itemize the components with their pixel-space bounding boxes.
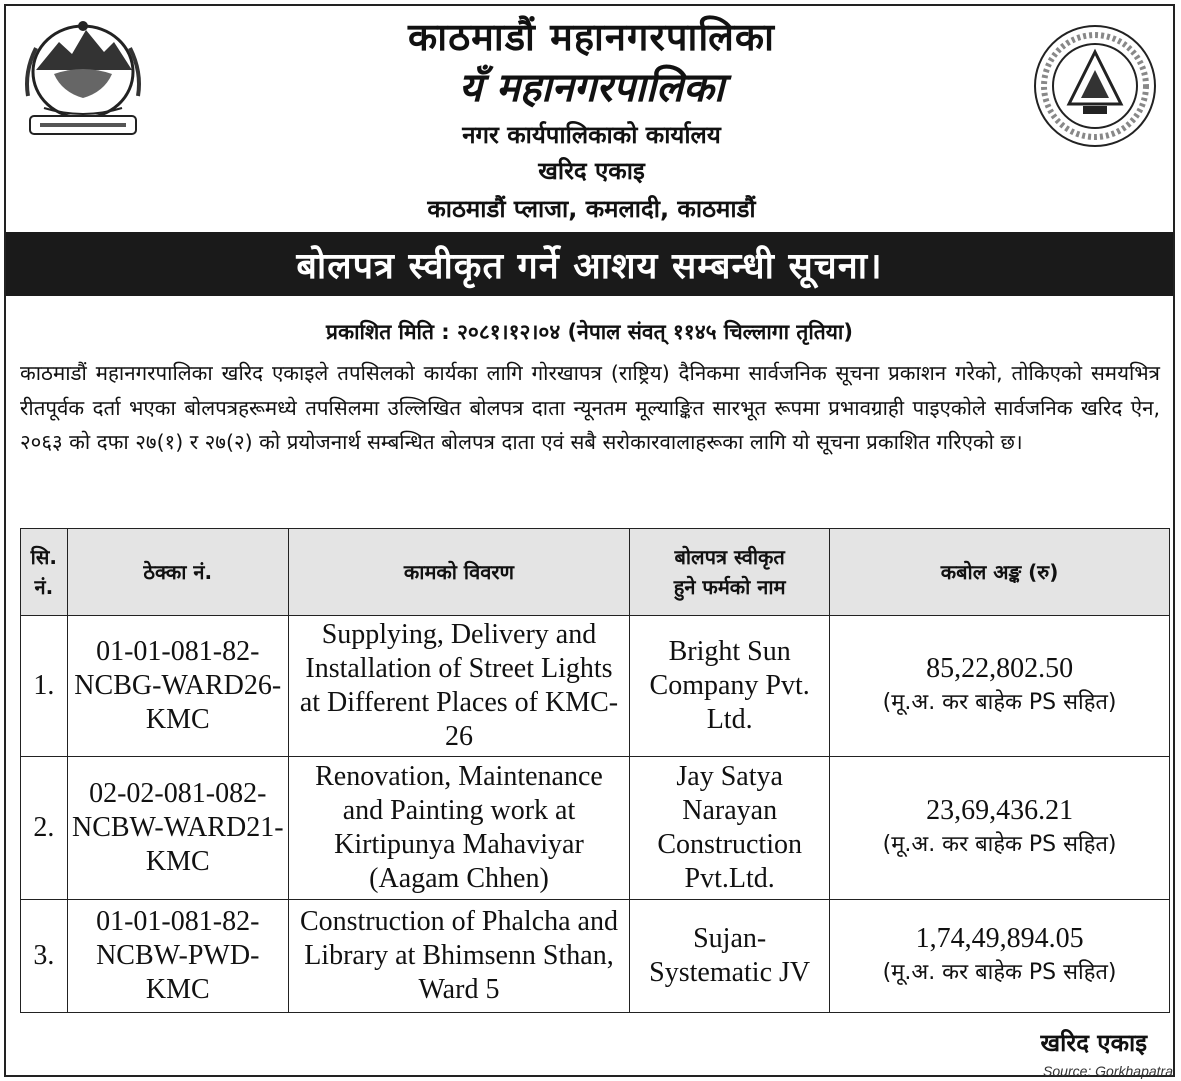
table-row	[21, 900, 1170, 1013]
cell-sn: 1.	[21, 616, 68, 757]
cell-amount	[830, 900, 1170, 1013]
notice-body: काठमाडौं महानगरपालिका खरिद एकाइले तपसिलको कार्यका लागि गोरखापत्र (राष्ट्रिय) दैनिकमा सार्वजनिक सूचना प्रकाशन गरेको, तोकिएको समयभित्र रीतपूर्वक दर्ता भएका बोलपत्रहरूमध्ये तपसिलमा उल्लिखित बोलपत्र दाता न्यूनतम मूल्याङ्कित सारभूत रूपमा प्रभावग्राही पाइएकोले सार्वजनिक खरिद ऐन, २०६३ को दफा २७(१) र २७(२) को प्रयोजनार्थ सम्बन्धित बोलपत्र दाता एवं सबै सरोकारवालाहरूका लागि यो सूचना प्रकाशित गरिएको छ।	[20, 361, 1160, 454]
org-name-newari: यँ महानगरपालिका	[458, 64, 725, 111]
amount-note: (मू.अ. कर बाहेक PS सहित)	[882, 832, 1117, 857]
cell-sn: 2.	[21, 757, 68, 900]
signoff: खरिद एकाइ	[1040, 1029, 1147, 1057]
cell-description: Supplying, Delivery and Installation of Street Lights at Different Places of KMC-26	[288, 616, 629, 757]
header-sn	[21, 529, 68, 616]
notice-frame	[4, 4, 1175, 1077]
cell-sn: 3.	[21, 900, 68, 1013]
header-sn-line2: नं.	[34, 575, 54, 599]
cell-amount	[830, 757, 1170, 900]
cell-description: Renovation, Maintenance and Painting work at Kirtipunya Mahaviyar (Aagam Chhen)	[288, 757, 629, 900]
cell-contract: 02-02-081-082-NCBW-WARD21-KMC	[67, 757, 288, 900]
amount-note: (मू.अ. कर बाहेक PS सहित)	[882, 690, 1117, 715]
table-row	[21, 616, 1170, 757]
table-row	[21, 757, 1170, 900]
header-contract: ठेक्का नं.	[67, 529, 288, 616]
office-address: काठमाडौं प्लाजा, कमलादी, काठमाडौं	[427, 195, 756, 223]
office-name: नगर कार्यपालिकाको कार्यालय	[462, 121, 721, 149]
cell-contract: 01-01-081-82-NCBW-PWD-KMC	[67, 900, 288, 1013]
cell-amount	[830, 616, 1170, 757]
source-credit: Source: Gorkhapatra	[1043, 1063, 1173, 1079]
unit-name: खरिद एकाइ	[538, 157, 645, 185]
header-description: कामको विवरण	[288, 529, 629, 616]
header-firm	[630, 529, 830, 616]
notice-header	[6, 6, 1177, 230]
kmc-seal-icon	[1031, 22, 1159, 150]
cell-description: Construction of Phalcha and Library at Bhimsenn Sthan, Ward 5	[288, 900, 629, 1013]
published-date: प्रकाशित मिति : २०८१।१२।०४ (नेपाल संवत् ११४५ चिल्लागा तृतिया)	[326, 320, 853, 344]
amount-value: 85,22,802.50	[926, 653, 1074, 684]
cell-firm: Bright Sun Company Pvt. Ltd.	[630, 616, 830, 757]
amount-note: (मू.अ. कर बाहेक PS सहित)	[882, 960, 1117, 985]
amount-value: 1,74,49,894.05	[915, 923, 1084, 954]
table-header-row	[21, 529, 1170, 616]
org-name: काठमाडौं महानगरपालिका	[408, 15, 775, 59]
cell-contract: 01-01-081-82-NCBG-WARD26-KMC	[67, 616, 288, 757]
amount-value: 23,69,436.21	[926, 795, 1074, 826]
notice-title: बोलपत्र स्वीकृत गर्ने आशय सम्बन्धी सूचना।	[6, 232, 1173, 296]
header-amount: कबोल अङ्क (रु)	[830, 529, 1170, 616]
header-firm-line2: हुने फर्मको नाम	[673, 575, 786, 599]
cell-firm: Sujan-Systematic JV	[630, 900, 830, 1013]
awarded-bids-table	[20, 528, 1170, 1013]
header-firm-line1: बोलपत्र स्वीकृत	[674, 545, 785, 569]
cell-firm: Jay Satya Narayan Construction Pvt.Ltd.	[630, 757, 830, 900]
header-sn-line1: सि.	[30, 545, 57, 569]
